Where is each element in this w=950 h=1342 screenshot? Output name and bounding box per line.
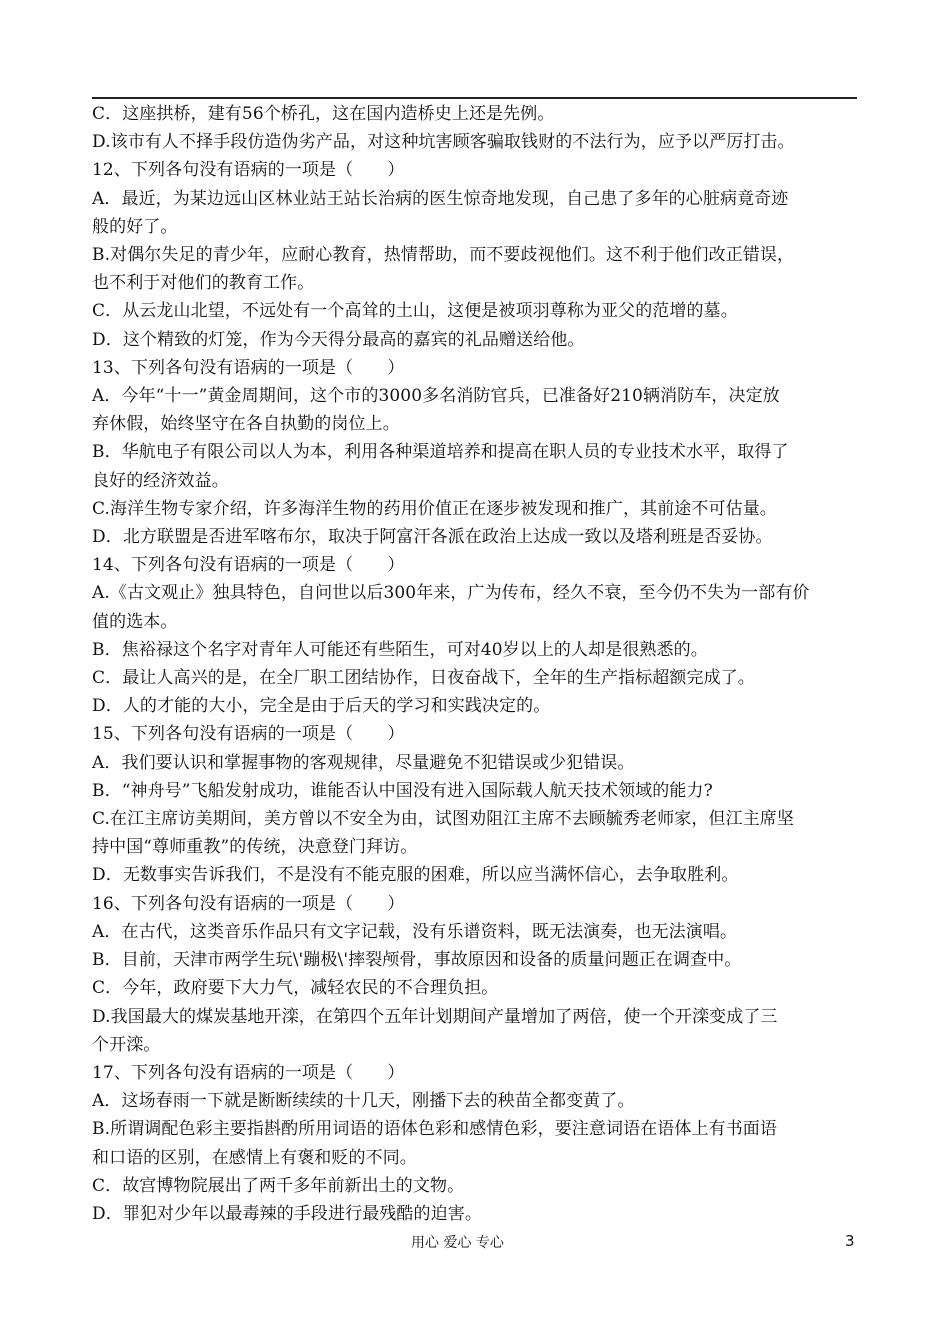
text-line: 12、下列各句没有语病的一项是（ ） [92,160,405,181]
text-line: D．北方联盟是否进军喀布尔，取决于阿富汗各派在政治上达成一致以及塔利班是否妥协。 [92,527,773,548]
text-line: D．这个精致的灯笼，作为今天得分最高的嘉宾的礼品赠送给他。 [92,329,585,350]
text-line: C.在江主席访美期间，美方曾以不安全为由，试图劝阻江主席不去顾毓秀老师家，但江主席坚 [92,809,795,830]
text-line: D．无数事实告诉我们，不是没有不能克服的困难，所以应当满怀信心，去争取胜利。 [92,865,739,886]
text-line: 值的选本。 [92,611,178,632]
text-line: C．今年，政府要下大力气，减轻农民的不合理负担。 [92,978,499,999]
text-line: B.所谓调配色彩主要指斟酌所用词语的语体色彩和感情色彩，要注意词语在语体上有书面语 [92,1119,777,1140]
text-line: 弃休假，始终坚守在各自执勤的岗位上。 [92,414,400,435]
text-line: D．罪犯对少年以最毒辣的手段进行最残酷的迫害。 [92,1203,482,1224]
text-line: D．人的才能的大小，完全是由于后天的学习和实践决定的。 [92,696,551,717]
text-line: A．这场春雨一下就是断断续续的十几天，刚播下去的秧苗全都变黄了。 [92,1091,635,1112]
footer-motto: 用心 爱心 专心 [411,1235,504,1251]
text-line: B．华航电子有限公司以人为本，利用各种渠道培养和提高在职人员的专业技术水平，取得了 [92,442,789,463]
text-line: 良好的经济效益。 [92,470,229,491]
text-line: C．最让人高兴的是，在全厂职工团结协作，日夜奋战下，全年的生产指标超额完成了。 [92,668,755,689]
text-line: A．最近，为某边远山区林业站王站长治病的医生惊奇地发现，自己患了多年的心脏病竟奇迹 [92,188,789,209]
text-line: 和口语的区别，在感情上有褒和贬的不同。 [92,1147,417,1168]
text-line: D.该市有人不择手段仿造伪劣产品，对这种坑害顾客骗取钱财的不法行为，应予以严厉打击。 [92,132,795,153]
text-line: 13、下列各句没有语病的一项是（ ） [92,357,405,378]
text-line: A．今年“十一”黄金周期间，这个市的3000多名消防官兵，已准备好210辆消防车，决定放 [92,386,780,407]
text-line: B．目前，天津市两学生玩\'蹦极\'摔裂颅骨，事故原因和设备的质量问题正在调查中。 [92,950,742,971]
text-line: 15、下列各句没有语病的一项是（ ） [92,724,405,745]
question-text-body [92,100,862,1228]
text-line: 持中国“尊师重教”的传统，决意登门拜访。 [92,837,418,858]
text-line: A．我们要认识和掌握事物的客观规律，尽量避免不犯错误或少犯错误。 [92,752,635,773]
text-line: 也不利于对他们的教育工作。 [92,273,315,294]
text-line: C．故宫博物院展出了两千多年前新出土的文物。 [92,1175,465,1196]
header-rule [92,97,857,99]
text-line: C．这座拱桥，建有56个桥孔，这在国内造桥史上还是先例。 [92,104,555,124]
text-line: 14、下列各句没有语病的一项是（ ） [92,555,405,576]
text-line: C．从云龙山北望，不远处有一个高耸的土山，这便是被项羽尊称为亚父的范增的墓。 [92,301,738,322]
text-line: B．“神舟号”飞船发射成功，谁能否认中国没有进入国际载人航天技术领域的能力? [92,780,713,801]
text-line: A．在古代，这类音乐作品只有文字记载，没有乐谱资料，既无法演奏，也无法演唱。 [92,921,738,942]
text-line: B．焦裕禄这个名字对青年人可能还有些陌生，可对40岁以上的人却是很熟悉的。 [92,639,708,660]
text-line: 个开滦。 [92,1034,161,1055]
text-line: 般的好了。 [92,216,178,237]
text-line: 16、下列各句没有语病的一项是（ ） [92,893,405,914]
page-footer [0,1232,950,1256]
text-line: B.对偶尔失足的青少年，应耐心教育，热情帮助，而不要歧视他们。这不利于他们改正错误， [92,245,795,266]
page-number: 3 [845,1232,855,1250]
text-line: D.我国最大的煤炭基地开滦，在第四个五年计划期间产量增加了两倍，使一个开滦变成了三 [92,1006,778,1027]
text-line: C.海洋生物专家介绍，许多海洋生物的药用价值正在逐步被发现和推广，其前途不可估量。 [92,498,777,519]
text-line: A.《古文观止》独具特色，自问世以后300年来，广为传布，经久不衰，至今仍不失为一部有价 [92,583,810,604]
text-line: 17、下列各句没有语病的一项是（ ） [92,1062,405,1083]
